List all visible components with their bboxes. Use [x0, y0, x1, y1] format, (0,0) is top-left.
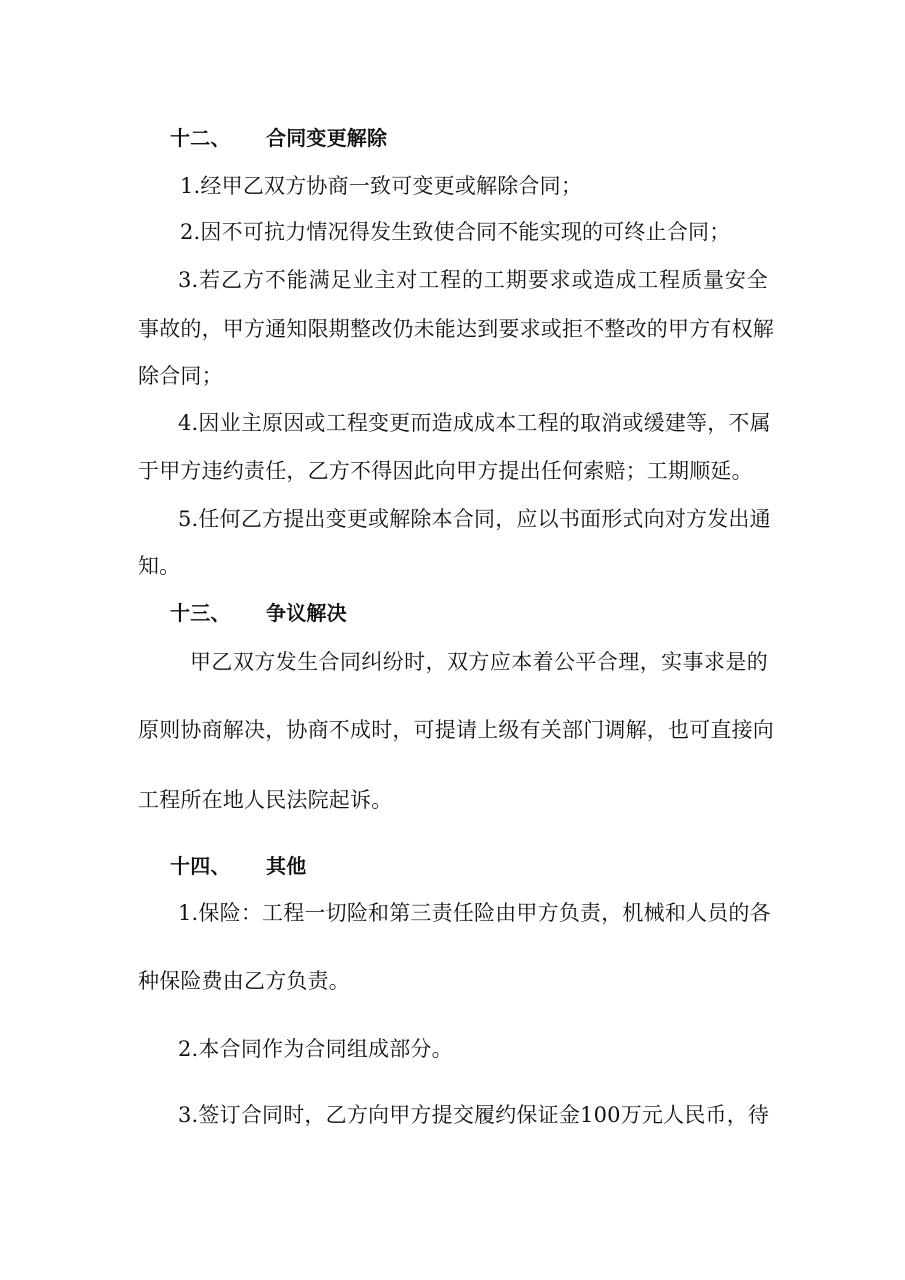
- section-heading-12: [170, 124, 387, 152]
- section-number: 十四、: [170, 854, 231, 878]
- section-title: 合同变更解除: [266, 126, 388, 150]
- paragraph-line: 除合同；: [138, 364, 223, 388]
- paragraph-line: 2.本合同作为合同组成部分。: [178, 1037, 453, 1061]
- paragraph-line: 2.因不可抗力情况得发生致使合同不能实现的可终止合同；: [180, 220, 731, 244]
- paragraph-line: 原则协商解决，协商不成时，可提请上级有关部门调解，也可直接向: [138, 718, 774, 742]
- section-heading-14: [170, 852, 306, 880]
- paragraph-line: 甲乙双方发生合同纠纷时，双方应本着公平合理，实事求是的: [190, 650, 768, 674]
- section-title: 其他: [266, 854, 307, 878]
- paragraph-line: 知。: [138, 554, 181, 578]
- section-title: 争议解决: [266, 601, 347, 625]
- section-number: 十二、: [170, 126, 231, 150]
- paragraph-line: 4.因业主原因或工程变更而造成成本工程的取消或缓建等，不属: [178, 411, 771, 435]
- paragraph-line: 1.经甲乙双方协商一致可变更或解除合同；: [180, 174, 583, 198]
- paragraph-line: 工程所在地人民法院起诉。: [138, 788, 393, 812]
- paragraph-line: 3.若乙方不能满足业主对工程的工期要求或造成工程质量安全: [178, 268, 768, 292]
- paragraph-line: 事故的，甲方通知限期整改仍未能达到要求或拒不整改的甲方有权解: [138, 317, 774, 341]
- paragraph-line: 于甲方违约责任，乙方不得因此向甲方提出任何索赔；工期顺延。: [138, 459, 753, 483]
- paragraph-line: 种保险费由乙方负责。: [138, 969, 350, 993]
- section-number: 十三、: [170, 601, 231, 625]
- section-heading-13: [170, 599, 347, 627]
- paragraph-line: 5.任何乙方提出变更或解除本合同，应以书面形式向对方发出通: [178, 507, 771, 531]
- paragraph-line: 3.签订合同时，乙方向甲方提交履约保证金100万元人民币，待: [178, 1103, 770, 1127]
- paragraph-line: 1.保险：工程一切险和第三责任险由甲方负责，机械和人员的各: [178, 901, 771, 925]
